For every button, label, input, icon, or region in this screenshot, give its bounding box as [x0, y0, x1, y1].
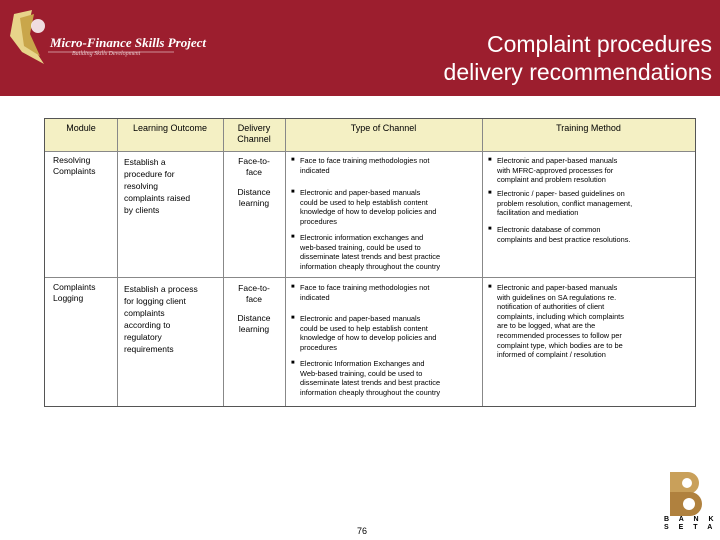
header-module: Module — [66, 123, 96, 133]
row1-method-database: Electronic database of common complaints and best practice resolutions. — [497, 225, 631, 244]
column-divider — [482, 119, 483, 406]
bullet-icon: ■ — [488, 190, 492, 196]
row1-type-manuals: Electronic and paper-based manuals could be used to help establish content knowledge of how to develop policies and procedures — [300, 188, 437, 226]
logo-subtext: Building Skills Development — [72, 51, 141, 57]
row1-method-guidelines: Electronic / paper- based guidelines on problem resolution, conflict management, facilitation and mediation — [497, 189, 633, 218]
header-banner — [0, 0, 720, 96]
row2-channel-distance: Distance learning — [237, 313, 271, 334]
header-training-method: Training Method — [556, 123, 621, 133]
row-divider — [45, 277, 695, 278]
bullet-icon: ■ — [488, 284, 492, 290]
row2-type-face: Face to face training methodologies not indicated — [300, 283, 430, 302]
bullet-icon: ■ — [291, 284, 295, 290]
row2-type-electronic: Electronic Information Exchanges and Web-based training, could be used to disseminate latest trends and best practice information cheaply throughout the country — [300, 359, 441, 397]
column-divider — [285, 119, 286, 406]
row1-type-electronic: Electronic information exchanges and web-based training, could be used to disseminate latest trends and best practice information cheaply throughout the country — [300, 233, 441, 271]
bullet-icon: ■ — [291, 234, 295, 240]
column-divider — [117, 119, 118, 406]
header-type-of-channel: Type of Channel — [350, 123, 417, 133]
bank-seta-text: B A N K S E T A — [664, 516, 718, 531]
row2-channel-face-to-face: Face-to- face — [238, 283, 270, 304]
row2-module: Complaints Logging — [53, 282, 96, 303]
page-number: 76 — [357, 526, 368, 536]
row1-type-face: Face to face training methodologies not indicated — [300, 156, 430, 175]
page-title — [444, 30, 712, 86]
row1-module: Resolving Complaints — [53, 155, 96, 176]
row1-method-manuals: Electronic and paper-based manuals with MFRC-approved processes for complaint and problem resolution — [497, 156, 618, 185]
row1-learning-outcome: Establish a procedure for resolving complaints raised by clients — [124, 157, 191, 215]
row1-channel-face-to-face: Face-to- face — [238, 156, 270, 177]
bullet-icon: ■ — [291, 315, 295, 321]
title-line-1: Complaint procedures — [486, 31, 712, 57]
recommendations-table — [44, 118, 696, 407]
title-line-2: delivery recommendations — [443, 59, 712, 85]
logo-text: Micro-Finance Skills Project — [50, 35, 206, 50]
bullet-icon: ■ — [488, 157, 492, 163]
row2-type-manuals: Electronic and paper-based manuals could be used to help establish content knowledge of how to develop policies and procedures — [300, 314, 437, 352]
bullet-icon: ■ — [291, 360, 295, 366]
bullet-icon: ■ — [291, 189, 295, 195]
bullet-icon: ■ — [291, 157, 295, 163]
row2-method-manuals: Electronic and paper-based manuals with guidelines on SA regulations re. notification of authorities of client complaints, including which complaints are to be logged, what are the recommended processes to follow per complaint type, which bodies are to be informed of complaint / resolution — [497, 283, 624, 360]
row2-learning-outcome: Establish a process for logging client complaints according to regulatory requirements — [124, 284, 198, 354]
row1-channel-distance: Distance learning — [237, 187, 271, 208]
header-delivery-channel: Delivery Channel — [237, 123, 271, 144]
header-learning-outcome: Learning Outcome — [132, 123, 208, 133]
bullet-icon: ■ — [488, 226, 492, 232]
